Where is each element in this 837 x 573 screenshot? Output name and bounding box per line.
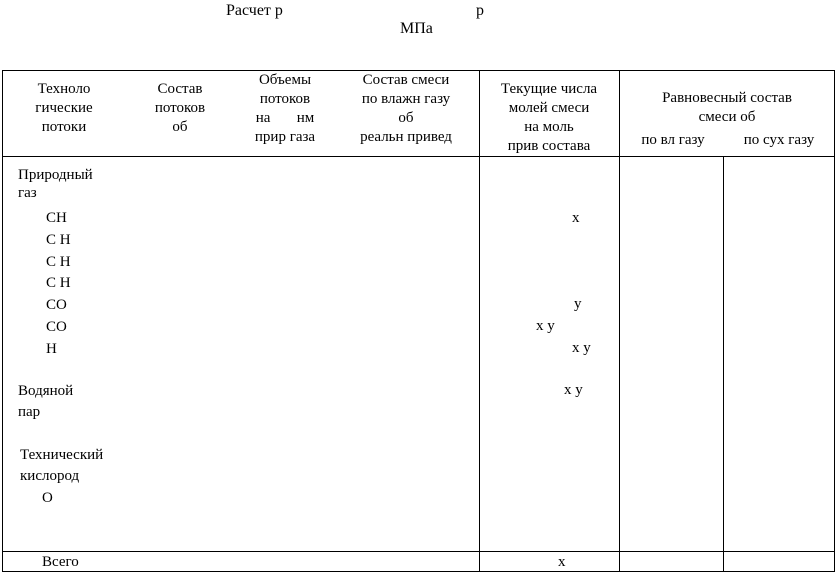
column-divider-equilibrium [619, 70, 620, 572]
table-total-divider [2, 551, 835, 552]
component-h2: Н [46, 340, 57, 357]
row-oxygen: Технический кислород [20, 447, 104, 484]
current-value-total: х [558, 554, 566, 570]
row-steam: Водяной пар [18, 383, 74, 420]
current-value-co: х у [536, 318, 555, 334]
title-right: р [476, 2, 484, 19]
table-bottom-border [2, 571, 835, 572]
current-value-steam: х у [564, 382, 583, 398]
component-co: СО [46, 318, 67, 335]
component-ch4: СН [46, 210, 67, 226]
column-header-current-moles: Текущие числа молей смеси на моль прив состава [500, 81, 598, 154]
component-c2h6: С Н [46, 231, 71, 248]
component-co2: СО [46, 297, 67, 314]
component-list [46, 208, 71, 361]
current-value-h2: х у [572, 340, 591, 356]
column-header-mix-composition: Состав смеси по влажн газу об реальн привед [360, 72, 452, 145]
current-value-co2: у [574, 296, 582, 312]
component-c4h10: С Н [46, 275, 71, 292]
component-c3h8: С Н [46, 253, 71, 270]
current-value-ch4: х [572, 210, 580, 226]
column-divider-dry [723, 156, 724, 572]
table-right-border [834, 70, 835, 572]
column-header-flows: Техноло гические потоки [35, 81, 93, 135]
title-units: МПа [400, 20, 433, 37]
column-divider-current [479, 70, 480, 572]
table-header-divider [2, 156, 835, 157]
column-header-volumes: Объемы потоков на нм прир газа [254, 72, 316, 145]
column-header-composition: Состав потоков об [154, 81, 206, 135]
column-header-dry-gas: по сух газу [743, 132, 815, 148]
component-o2: О [42, 490, 53, 506]
row-total: Всего [42, 554, 79, 570]
title-left: Расчет р [226, 2, 283, 19]
column-header-equilibrium: Равновесный состав смеси об [662, 90, 792, 125]
row-natural-gas: Природный газ [18, 167, 93, 201]
column-header-wet-gas: по вл газу [641, 132, 705, 148]
table-left-border [2, 70, 3, 572]
